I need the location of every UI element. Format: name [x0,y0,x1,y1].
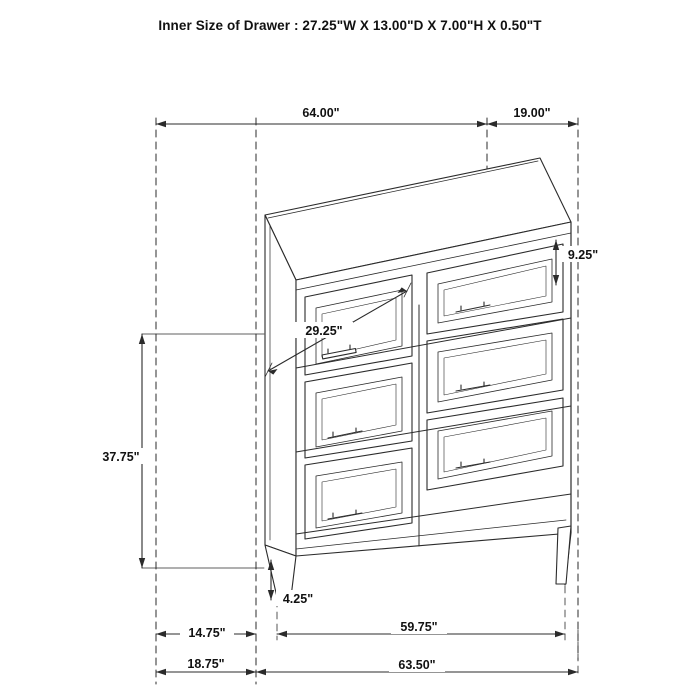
dim-label-top-depth: 19.00" [513,106,551,120]
dim-label-base-front-width: 14.75" [188,626,226,640]
dim-label-overall-height: 37.75" [102,450,140,464]
dim-top-width [156,121,487,127]
dim-label-leg-height: 4.25" [282,592,314,606]
dim-label-drawer-front-width: 29.25" [305,324,343,338]
dim-label-overall-width: 63.50" [398,658,436,672]
dim-label-case-front-width: 59.75" [400,620,438,634]
leg-rear-right [556,526,571,584]
dim-top-depth [487,121,578,127]
page-title: Inner Size of Drawer : 27.25"W X 13.00"D X 7.00"H X 0.50"T [158,18,542,33]
dim-label-base-depth: 18.75" [187,657,225,671]
dim-label-top-drawer-height: 9.25" [567,248,599,262]
dim-overall-height [139,334,264,568]
dim-label-top-width: 64.00" [302,106,340,120]
